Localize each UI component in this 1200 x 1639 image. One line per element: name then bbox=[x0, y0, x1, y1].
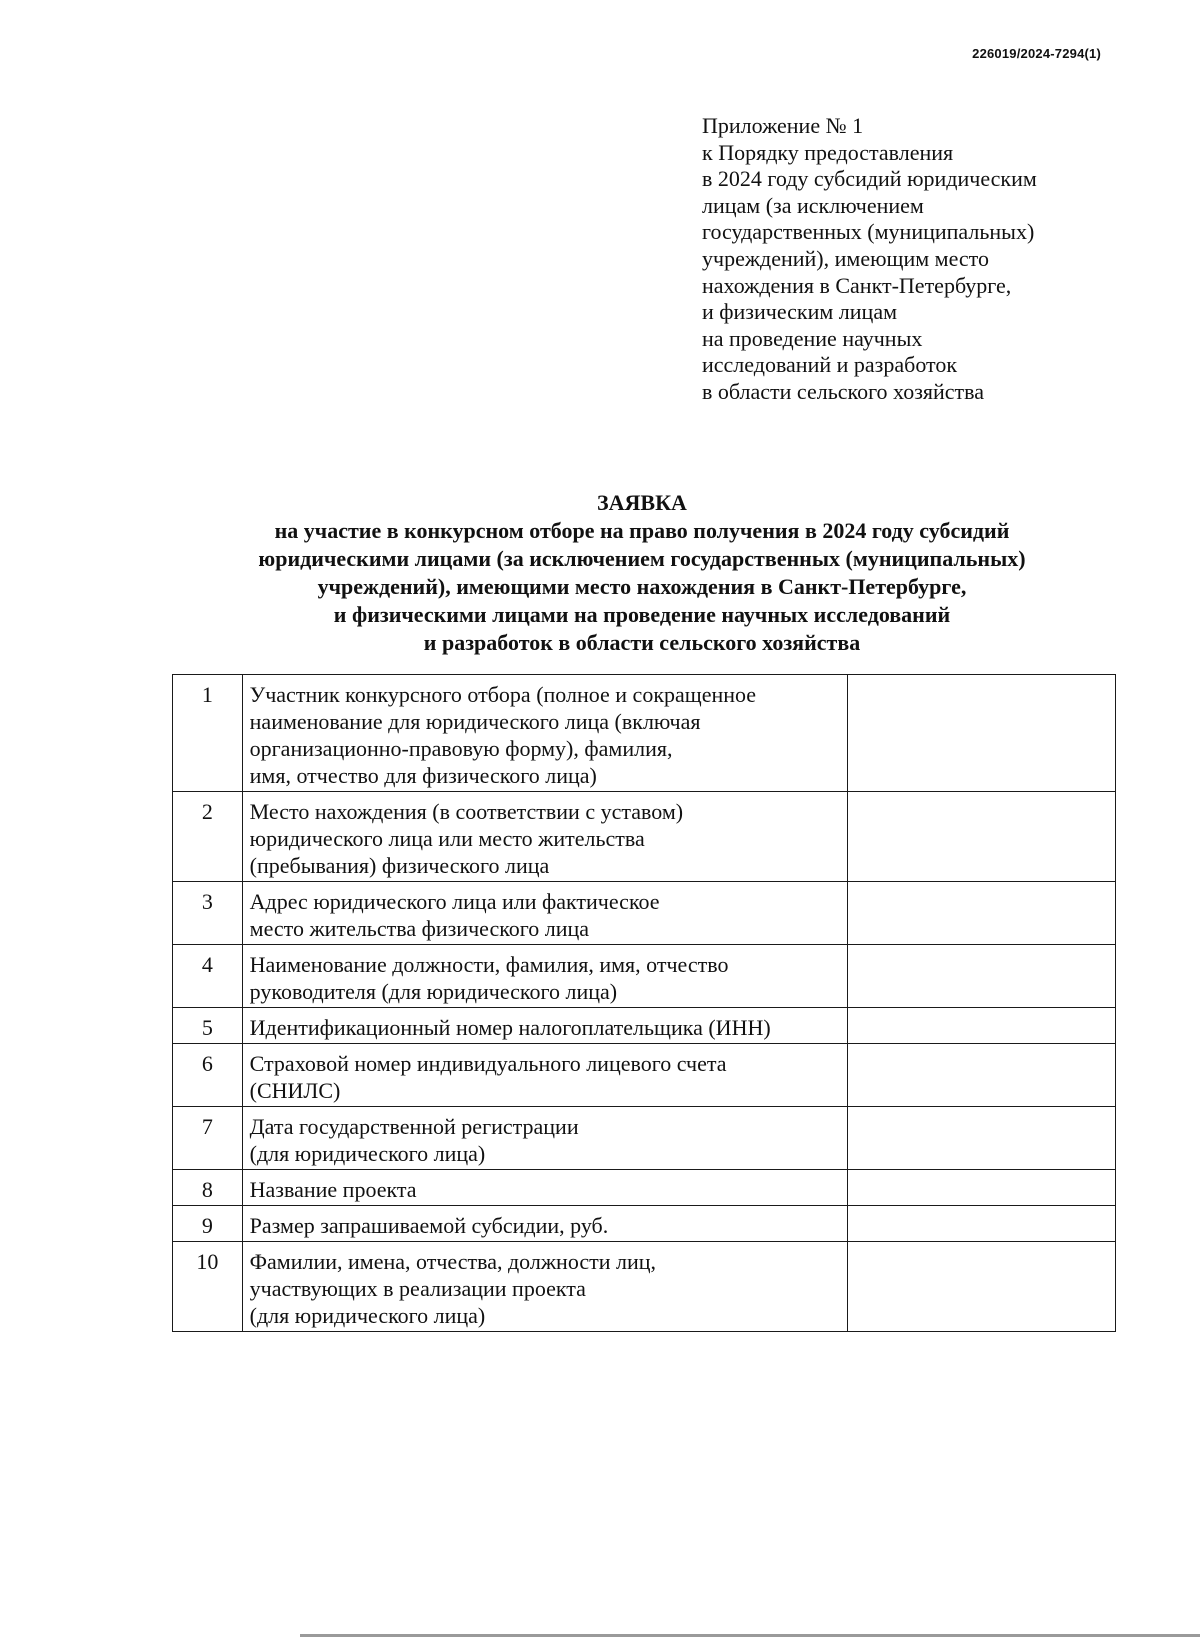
appendix-line: и физическим лицам bbox=[702, 299, 898, 325]
row-label bbox=[242, 792, 848, 882]
row-number: 9 bbox=[173, 1206, 243, 1242]
table-row bbox=[173, 1008, 1116, 1044]
row-label-line: Фамилии, имена, отчества, должности лиц, bbox=[249, 1249, 657, 1274]
title-subtitle-line: юридическими лицами (за исключением государственных (муниципальных) bbox=[258, 546, 1026, 571]
table-row bbox=[173, 945, 1116, 1008]
row-value-field[interactable] bbox=[848, 1008, 1116, 1044]
row-label-line: юридического лица или место жительства bbox=[249, 826, 645, 851]
row-label-line: Участник конкурсного отбора (полное и сокращенное bbox=[249, 682, 757, 707]
row-number: 4 bbox=[173, 945, 243, 1008]
appendix-line: исследований и разработок bbox=[702, 352, 958, 378]
row-value-field[interactable] bbox=[848, 1206, 1116, 1242]
title-subtitle-line: и разработок в области сельского хозяйства bbox=[423, 630, 861, 655]
row-label-line: Наименование должности, фамилия, имя, отчество bbox=[249, 952, 729, 977]
row-label-line: Страховой номер индивидуального лицевого счета bbox=[249, 1051, 727, 1076]
table-row bbox=[173, 1206, 1116, 1242]
row-label-line: Размер запрашиваемой субсидии, руб. bbox=[249, 1213, 609, 1238]
row-label-line: место жительства физического лица bbox=[249, 916, 590, 941]
row-label-line: имя, отчество для физического лица) bbox=[249, 763, 597, 788]
row-label bbox=[242, 1206, 848, 1242]
table-row bbox=[173, 675, 1116, 792]
appendix-reference bbox=[702, 113, 1142, 406]
application-form-table bbox=[172, 674, 1116, 1332]
row-number: 2 bbox=[173, 792, 243, 882]
scan-edge-line bbox=[300, 1634, 1200, 1637]
row-label bbox=[242, 1170, 848, 1206]
row-label-line: участвующих в реализации проекта bbox=[249, 1276, 586, 1301]
row-label bbox=[242, 1044, 848, 1107]
row-number: 7 bbox=[173, 1107, 243, 1170]
row-label-line: организационно-правовую форму), фамилия, bbox=[249, 736, 673, 761]
title-heading: ЗАЯВКА bbox=[597, 490, 687, 515]
table-row bbox=[173, 1170, 1116, 1206]
row-number: 10 bbox=[173, 1242, 243, 1332]
row-label bbox=[242, 1008, 848, 1044]
title-subtitle-line: учреждений), имеющими место нахождения в Санкт-Петербурге, bbox=[317, 574, 967, 599]
row-label-line: наименование для юридического лица (включая bbox=[249, 709, 701, 734]
row-value-field[interactable] bbox=[848, 1170, 1116, 1206]
row-number: 3 bbox=[173, 882, 243, 945]
row-number: 8 bbox=[173, 1170, 243, 1206]
row-value-field[interactable] bbox=[848, 1044, 1116, 1107]
row-number: 6 bbox=[173, 1044, 243, 1107]
document-registration-number: 226019/2024-7294(1) bbox=[972, 46, 1101, 61]
row-label-line: (для юридического лица) bbox=[249, 1303, 486, 1328]
appendix-line: нахождения в Санкт-Петербурге, bbox=[702, 272, 1012, 298]
row-value-field[interactable] bbox=[848, 1107, 1116, 1170]
application-title bbox=[150, 489, 1134, 657]
row-label-line: Название проекта bbox=[249, 1177, 417, 1202]
row-number: 1 bbox=[173, 675, 243, 792]
row-value-field[interactable] bbox=[848, 675, 1116, 792]
appendix-line: к Порядку предоставления bbox=[702, 139, 954, 165]
appendix-line: государственных (муниципальных) bbox=[702, 219, 1035, 245]
appendix-line: в области сельского хозяйства bbox=[702, 378, 985, 404]
row-label bbox=[242, 945, 848, 1008]
row-label bbox=[242, 1242, 848, 1332]
row-label-line: Идентификационный номер налогоплательщика (ИНН) bbox=[249, 1015, 771, 1040]
row-label bbox=[242, 675, 848, 792]
row-value-field[interactable] bbox=[848, 1242, 1116, 1332]
row-number: 5 bbox=[173, 1008, 243, 1044]
table-row bbox=[173, 1107, 1116, 1170]
row-value-field[interactable] bbox=[848, 945, 1116, 1008]
row-label-line: Адрес юридического лица или фактическое bbox=[249, 889, 660, 914]
row-label bbox=[242, 882, 848, 945]
row-value-field[interactable] bbox=[848, 882, 1116, 945]
row-label-line: (для юридического лица) bbox=[249, 1141, 486, 1166]
row-label-line: (пребывания) физического лица bbox=[249, 853, 550, 878]
appendix-line: лицам (за исключением bbox=[702, 192, 924, 218]
table-row bbox=[173, 792, 1116, 882]
title-subtitle-line: на участие в конкурсном отборе на право получения в 2024 году субсидий bbox=[274, 518, 1010, 543]
table-row bbox=[173, 882, 1116, 945]
appendix-line: на проведение научных bbox=[702, 325, 923, 351]
title-subtitle-line: и физическими лицами на проведение научных исследований bbox=[333, 602, 951, 627]
row-label-line: (СНИЛС) bbox=[249, 1078, 341, 1103]
row-label-line: Место нахождения (в соответствии с уставом) bbox=[249, 799, 684, 824]
row-label-line: Дата государственной регистрации bbox=[249, 1114, 579, 1139]
row-label-line: руководителя (для юридического лица) bbox=[249, 979, 618, 1004]
appendix-line: в 2024 году субсидий юридическим bbox=[702, 166, 1037, 192]
appendix-line: учреждений), имеющим место bbox=[702, 245, 989, 271]
row-value-field[interactable] bbox=[848, 792, 1116, 882]
table-row bbox=[173, 1044, 1116, 1107]
appendix-line: Приложение № 1 bbox=[702, 113, 864, 138]
row-label bbox=[242, 1107, 848, 1170]
table-row bbox=[173, 1242, 1116, 1332]
